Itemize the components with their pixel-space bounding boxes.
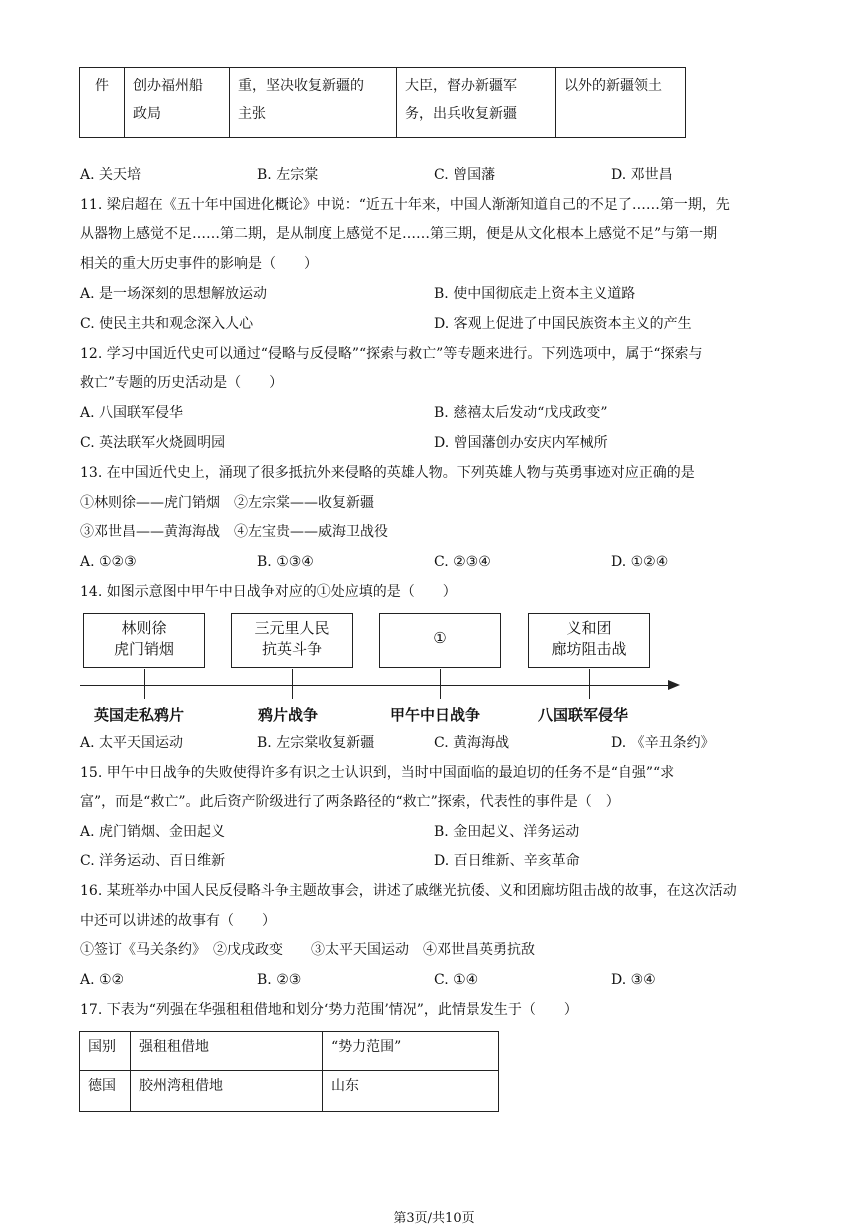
- q10-table-cell: 创办福州船 政局: [125, 68, 230, 138]
- timeline-box: 三元里人民 抗英斗争: [231, 613, 353, 668]
- q13-item: ①林则徐——虎门销烟 ②左宗棠——收复新疆: [80, 495, 374, 511]
- timeline-arrow-icon: [668, 680, 680, 690]
- q16-item: ①签订《马关条约》 ②戊戌政变 ③太平天国运动 ④邓世昌英勇抗敌: [80, 942, 535, 958]
- q12-stem: 救亡”专题的历史活动是（ ）: [80, 375, 284, 391]
- q13-stem: 13. 在中国近代史上，涌现了很多抵抗外来侵略的英雄人物。下列英雄人物与英勇事迹对应正确的是: [80, 465, 695, 481]
- timeline-tick: [144, 669, 145, 699]
- q15-option-c: C. 洋务运动、百日维新: [80, 853, 226, 869]
- q10-option-a: A. 关天培: [80, 167, 142, 183]
- q14-option-d: D. 《辛丑条约》: [611, 735, 715, 751]
- q15-option-a: A. 虎门销烟、金田起义: [80, 824, 226, 840]
- q12-option-c: C. 英法联军火烧圆明园: [80, 435, 226, 451]
- page-number: 第3页/共10页: [393, 1211, 475, 1226]
- q17-table: [79, 1031, 499, 1112]
- table-cell: 胶州湾租借地: [131, 1071, 323, 1112]
- q13-option-d: D. ①②④: [611, 554, 669, 570]
- q16-stem: 16. 某班举办中国人民反侵略斗争主题故事会，讲述了戚继光抗倭、义和团廊坊阻击战的故事，在这次活动: [80, 883, 737, 899]
- q16-option-b: B. ②③: [257, 972, 302, 988]
- q11-option-b: B. 使中国彻底走上资本主义道路: [434, 286, 636, 302]
- timeline-tick: [292, 669, 293, 699]
- q10-table-cell: 件: [80, 68, 125, 138]
- q10-option-d: D. 邓世昌: [611, 167, 673, 183]
- q15-stem: 富”，而是“救亡”。此后资产阶级进行了两条路径的“救亡”探索，代表性的事件是（ ）: [80, 794, 620, 810]
- q12-option-d: D. 曾国藩创办安庆内军械所: [434, 435, 608, 451]
- q17-stem: 17. 下表为“列强在华强租租借地和划分‘势力范围’情况”，此情景发生于（ ）: [80, 1002, 578, 1018]
- timeline-box: 林则徐 虎门销烟: [83, 613, 205, 668]
- q11-stem: 11. 梁启超在《五十年中国进化概论》中说：“近五十年来，中国人渐渐知道自己的不足了……第一期，先: [80, 197, 730, 213]
- q12-option-b: B. 慈禧太后发动“戊戌政变”: [434, 405, 608, 421]
- q12-stem: 12. 学习中国近代史可以通过“侵略与反侵略”“探索与救亡”等专题来进行。下列选项中，属于“探索与: [80, 346, 703, 362]
- q10-option-b: B. 左宗棠: [257, 167, 319, 183]
- table-cell: 山东: [323, 1071, 499, 1112]
- q10-table-cell: 以外的新疆领土: [556, 68, 686, 138]
- q11-option-d: D. 客观上促进了中国民族资本主义的产生: [434, 316, 692, 332]
- timeline-label: 八国联军侵华: [538, 706, 629, 724]
- q16-option-c: C. ①④: [434, 972, 479, 988]
- q16-stem: 中还可以讲述的故事有（ ）: [80, 913, 276, 929]
- table-header-row: [80, 1032, 499, 1071]
- q16-option-a: A. ①②: [80, 972, 125, 988]
- timeline-tick: [589, 669, 590, 699]
- q10-table: [79, 67, 686, 138]
- q12-option-a: A. 八国联军侵华: [80, 405, 184, 421]
- timeline-tick: [440, 669, 441, 699]
- timeline-label: 甲午中日战争: [390, 706, 481, 724]
- q14-stem: 14. 如图示意图中甲午中日战争对应的①处应填的是（ ）: [80, 584, 457, 600]
- q11-option-c: C. 使民主共和观念深入人心: [80, 316, 254, 332]
- q10-table-cell: 大臣，督办新疆军 务，出兵收复新疆: [397, 68, 556, 138]
- timeline-label: 鸦片战争: [258, 706, 319, 724]
- q11-stem: 相关的重大历史事件的影响是（ ）: [80, 256, 318, 272]
- timeline-label: 英国走私鸦片: [94, 706, 185, 724]
- q14-option-c: C. 黄海海战: [434, 735, 510, 751]
- q11-option-a: A. 是一场深刻的思想解放运动: [80, 286, 268, 302]
- table-cell: 德国: [80, 1071, 131, 1112]
- q16-option-d: D. ③④: [611, 972, 656, 988]
- timeline-axis: [80, 685, 672, 686]
- q13-item: ③邓世昌——黄海海战 ④左宝贵——威海卫战役: [80, 524, 388, 540]
- timeline-box: 义和团 廊坊阻击战: [528, 613, 650, 668]
- q13-option-b: B. ①③④: [257, 554, 314, 570]
- q13-option-a: A. ①②③: [80, 554, 137, 570]
- q10-option-c: C. 曾国藩: [434, 167, 496, 183]
- q14-option-a: A. 太平天国运动: [80, 735, 184, 751]
- table-row: [80, 1071, 499, 1112]
- q13-option-c: C. ②③④: [434, 554, 491, 570]
- table-header-cell: “势力范围”: [323, 1032, 499, 1071]
- timeline-box-blank: ①: [379, 613, 501, 668]
- table-header-cell: 强租租借地: [131, 1032, 323, 1071]
- q15-option-d: D. 百日维新、辛亥革命: [434, 853, 580, 869]
- q10-table-cell: 重，坚决收复新疆的 主张: [230, 68, 397, 138]
- q11-stem: 从器物上感觉不足……第二期，是从制度上感觉不足……第三期，便是从文化根本上感觉不足”与第一期: [80, 226, 718, 242]
- table-header-cell: 国别: [80, 1032, 131, 1071]
- q15-stem: 15. 甲午中日战争的失败使得许多有识之士认识到，当时中国面临的最迫切的任务不是“自强”“求: [80, 765, 675, 781]
- q14-option-b: B. 左宗棠收复新疆: [257, 735, 375, 751]
- q15-option-b: B. 金田起义、洋务运动: [434, 824, 580, 840]
